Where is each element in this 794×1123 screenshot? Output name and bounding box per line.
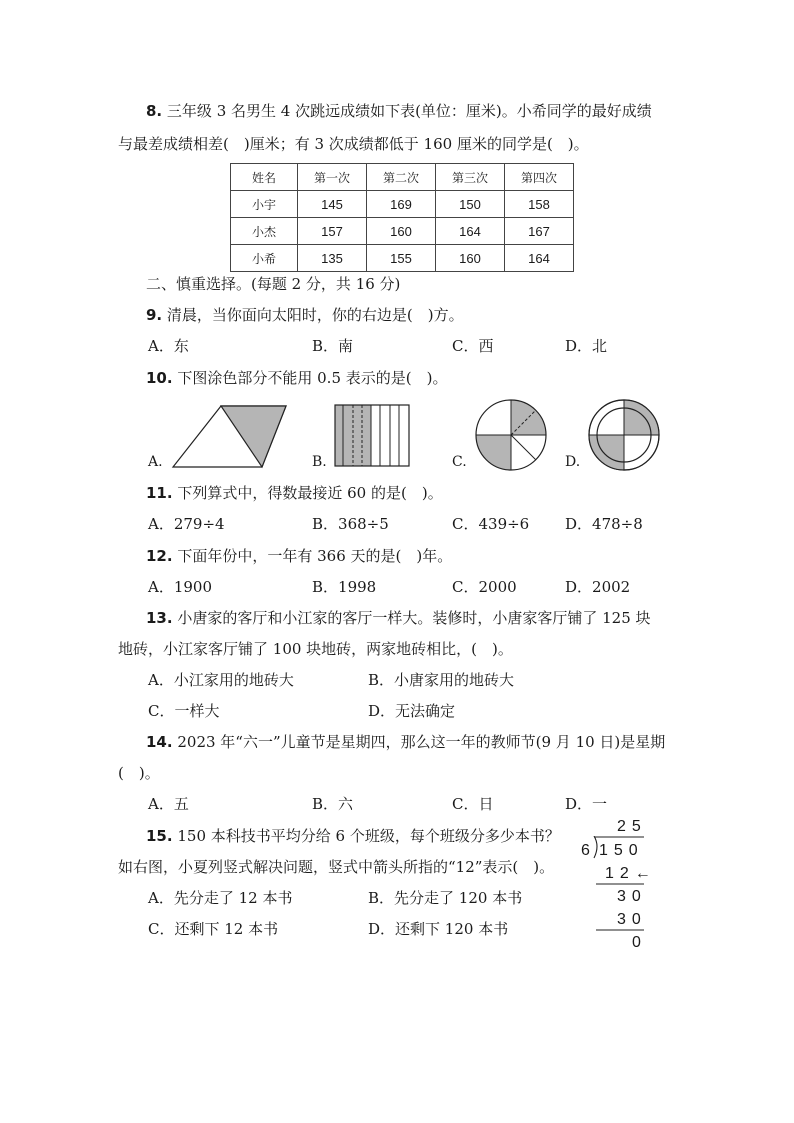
table-cell: 169 [367, 191, 436, 218]
q14-number: 14. [146, 733, 173, 751]
q14-option-c[interactable]: C．日 [452, 795, 494, 813]
q8-number: 8. [146, 102, 163, 120]
q10-stem [146, 367, 447, 388]
parallelogram-figure [170, 403, 290, 469]
q9-option-a[interactable]: A．东 [148, 337, 189, 355]
table-cell: 164 [436, 218, 505, 245]
q9-number: 9. [146, 306, 163, 324]
q8-line1 [146, 100, 652, 121]
q9-text: 清晨，当你面向太阳时，你的右边是( )方。 [166, 306, 464, 324]
section-heading: 二、慎重选择。(每题 2 分，共 16 分) [146, 275, 401, 293]
q13-number: 13. [146, 609, 173, 627]
q14-text-line1: 2023 年“六一”儿童节是星期四，那么这一年的教师节(9 月 10 日)是星期 [177, 733, 666, 751]
division-divisor: 6 [581, 842, 596, 859]
table-cell: 164 [505, 245, 574, 272]
q12-option-a[interactable]: A．1900 [148, 578, 213, 596]
q10-label-a[interactable]: A. [148, 454, 163, 470]
q11-option-a[interactable]: A．279÷4 [148, 515, 225, 533]
table-cell: 160 [367, 218, 436, 245]
q8-text-line1: 三年级 3 名男生 4 次跳远成绩如下表(单位：厘米)。小希同学的最好成绩 [166, 102, 652, 120]
q13-option-c[interactable]: C．一样大 [148, 702, 220, 720]
table-header: 第三次 [436, 164, 505, 191]
score-table [230, 163, 574, 272]
q15-option-b[interactable]: B．先分走了 120 本书 [368, 889, 523, 907]
division-bracket-lines [588, 836, 648, 936]
q11-option-d[interactable]: D．478÷8 [565, 515, 643, 533]
table-cell: 145 [298, 191, 367, 218]
table-cell-name: 小希 [231, 245, 298, 272]
q11-option-b[interactable]: B．368÷5 [312, 515, 389, 533]
ring-figure [587, 398, 661, 472]
q14-option-b[interactable]: B．六 [312, 795, 354, 813]
q15-number: 15. [146, 827, 173, 845]
table-row [231, 191, 574, 218]
division-dividend: 150 [599, 842, 644, 859]
table-cell: 135 [298, 245, 367, 272]
q14-option-a[interactable]: A．五 [148, 795, 189, 813]
q12-stem [146, 545, 452, 566]
q15-option-d[interactable]: D．还剩下 120 本书 [368, 920, 509, 938]
q13-stem-line1 [146, 607, 651, 628]
q14-stem-line1 [146, 731, 665, 752]
q13-option-b[interactable]: B．小唐家用的地砖大 [368, 671, 515, 689]
q13-text-line2: 地砖，小江家客厅铺了 100 块地砖，两家地砖相比，( )。 [118, 640, 513, 658]
q10-number: 10. [146, 369, 173, 387]
striped-rectangle-figure [334, 404, 412, 468]
q9-option-b[interactable]: B．南 [312, 337, 354, 355]
q12-option-b[interactable]: B．1998 [312, 578, 377, 596]
q15-stem-line1 [146, 825, 560, 846]
q12-text: 下面年份中，一年有 366 天的是( )年。 [177, 547, 453, 565]
table-cell: 160 [436, 245, 505, 272]
table-cell: 167 [505, 218, 574, 245]
table-cell: 158 [505, 191, 574, 218]
q8-text-line2: 与最差成绩相差( )厘米；有 3 次成绩都低于 160 厘米的同学是( )。 [118, 135, 589, 153]
q9-option-c[interactable]: C．西 [452, 337, 494, 355]
q15-option-c[interactable]: C．还剩下 12 本书 [148, 920, 279, 938]
q14-text-line2: ( )。 [118, 764, 160, 782]
table-header: 第二次 [367, 164, 436, 191]
q11-stem [146, 482, 443, 503]
table-header-row [231, 164, 574, 191]
table-cell: 150 [436, 191, 505, 218]
q15-text-line1: 150 本科技书平均分给 6 个班级，每个班级分多少本书？ [177, 827, 560, 845]
q12-option-c[interactable]: C．2000 [452, 578, 517, 596]
q10-label-d[interactable]: D. [565, 454, 581, 470]
q11-option-c[interactable]: C．439÷6 [452, 515, 530, 533]
q14-option-d[interactable]: D．一 [565, 795, 608, 813]
division-remainder: 0 [632, 934, 647, 951]
q13-text-line1: 小唐家的客厅和小江家的客厅一样大。装修时，小唐家客厅铺了 125 块 [177, 609, 651, 627]
q11-number: 11. [146, 484, 173, 502]
q12-option-d[interactable]: D．2002 [565, 578, 631, 596]
q13-option-a[interactable]: A．小江家用的地砖大 [148, 671, 294, 689]
table-header: 第四次 [505, 164, 574, 191]
table-cell-name: 小宇 [231, 191, 298, 218]
q10-label-c[interactable]: C. [452, 454, 467, 470]
circle-figure [474, 398, 548, 472]
q11-text: 下列算式中，得数最接近 60 的是( )。 [177, 484, 443, 502]
arrow-left-icon: ← [634, 865, 651, 882]
q9-option-d[interactable]: D．北 [565, 337, 608, 355]
division-step2b: 30 [617, 911, 647, 928]
q10-label-b[interactable]: B. [312, 454, 327, 470]
q12-number: 12. [146, 547, 173, 565]
table-cell: 155 [367, 245, 436, 272]
division-quotient: 25 [617, 818, 647, 835]
q15-text-line2: 如右图，小夏列竖式解决问题，竖式中箭头所指的“12”表示( )。 [118, 858, 555, 876]
q13-option-d[interactable]: D．无法确定 [368, 702, 456, 720]
table-row [231, 218, 574, 245]
q15-option-a[interactable]: A．先分走了 12 本书 [148, 889, 293, 907]
q9-stem [146, 304, 464, 325]
q10-text: 下图涂色部分不能用 0.5 表示的是( )。 [177, 369, 448, 387]
table-cell-name: 小杰 [231, 218, 298, 245]
division-step2a: 30 [617, 888, 647, 905]
table-header: 姓名 [231, 164, 298, 191]
division-step1-value: 12 [605, 865, 635, 882]
table-header: 第一次 [298, 164, 367, 191]
table-cell: 157 [298, 218, 367, 245]
table-row [231, 245, 574, 272]
